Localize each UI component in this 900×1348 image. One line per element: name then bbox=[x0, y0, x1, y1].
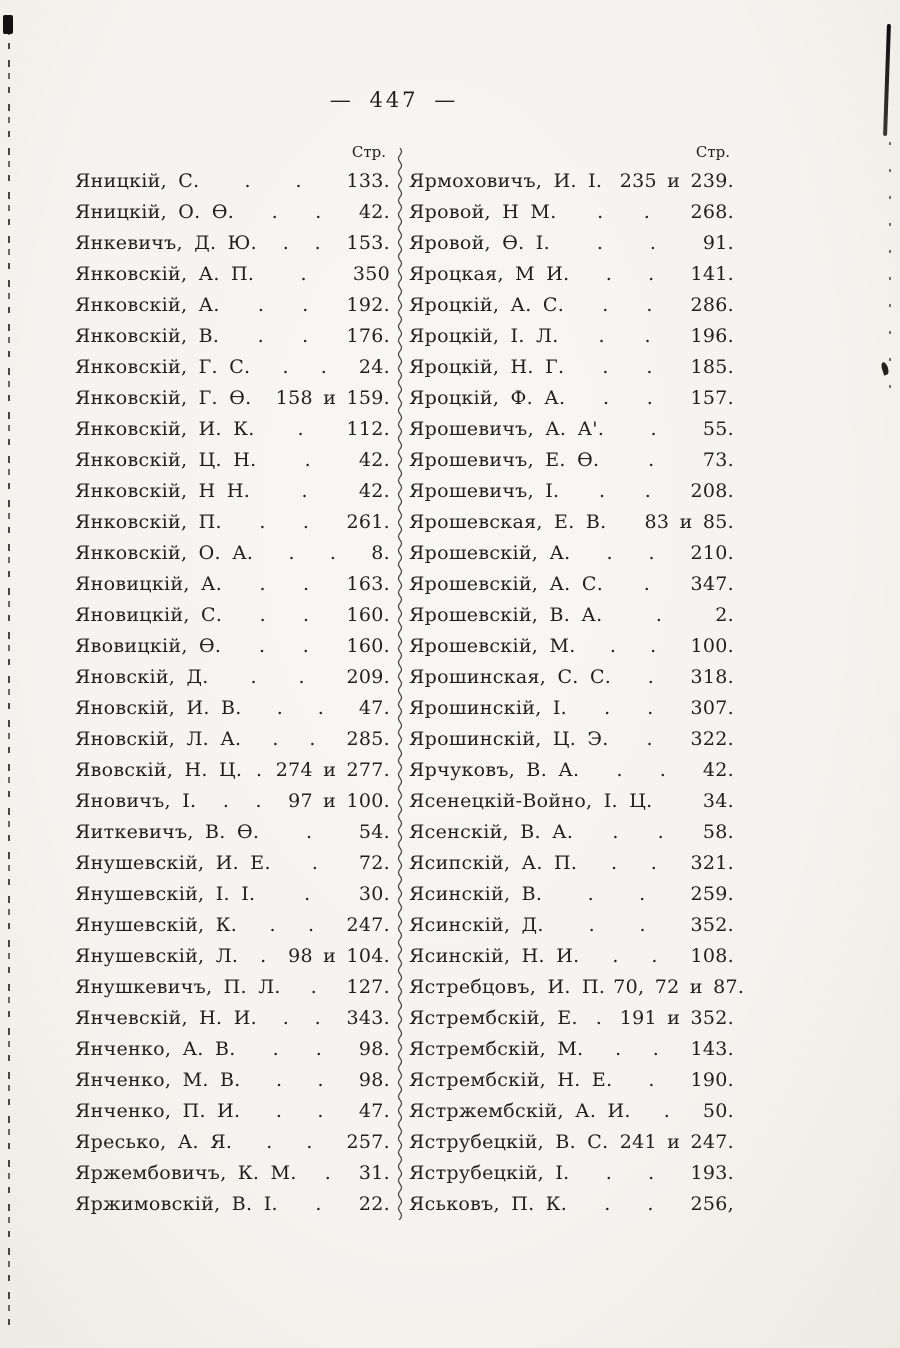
index-entry bbox=[409, 445, 734, 476]
index-entry bbox=[75, 228, 390, 259]
page-number: — 447 — bbox=[329, 88, 459, 112]
entry-name: Ясинскій, Н. И. bbox=[409, 945, 580, 967]
dot-leader: . . bbox=[615, 1038, 659, 1060]
entry-page: 286. bbox=[690, 294, 734, 316]
entry-page: 158 и 159. bbox=[275, 387, 390, 409]
entry-page: 274 и 277. bbox=[275, 759, 390, 781]
entry-page: 185. bbox=[690, 356, 734, 378]
entry-page: 193. bbox=[690, 1162, 734, 1184]
index-entry bbox=[409, 724, 734, 755]
index-entry bbox=[409, 197, 734, 228]
index-entry bbox=[409, 228, 734, 259]
index-entry bbox=[75, 414, 390, 445]
entry-page: 209. bbox=[346, 666, 390, 688]
entry-name: Ярошевичъ, Е. Ѳ. bbox=[409, 449, 600, 471]
dot-leader: . . bbox=[257, 325, 309, 347]
dot-leader: . bbox=[310, 976, 317, 998]
dot-leader: . bbox=[306, 821, 313, 843]
index-entry bbox=[409, 1189, 734, 1220]
entry-page: 196. bbox=[690, 325, 734, 347]
dot-leader: . bbox=[311, 852, 318, 874]
entry-name: Ярошевскій, А. bbox=[409, 542, 571, 564]
entry-name: Янушевскій, И. Е. bbox=[75, 852, 271, 874]
index-entry bbox=[75, 972, 390, 1003]
index-entry bbox=[75, 631, 390, 662]
entry-page: 73. bbox=[702, 449, 734, 471]
entry-name: Яроцкая, М И. bbox=[409, 263, 570, 285]
dot-leader: . . bbox=[282, 232, 321, 254]
entry-page: 30. bbox=[358, 883, 390, 905]
dot-leader: . bbox=[260, 945, 267, 967]
entry-page: 153. bbox=[346, 232, 390, 254]
dot-leader: . . bbox=[599, 480, 651, 502]
scan-artifact-right-streak bbox=[883, 24, 891, 136]
index-entry bbox=[75, 848, 390, 879]
index-entry bbox=[409, 321, 734, 352]
entry-name: Ярошевичъ, А. А'. bbox=[409, 418, 605, 440]
index-entry bbox=[75, 538, 390, 569]
dot-leader: . bbox=[647, 666, 654, 688]
entry-name: Яржембовичъ, К. М. bbox=[75, 1162, 297, 1184]
dot-leader: . bbox=[595, 1007, 602, 1029]
entry-page: 72. bbox=[358, 852, 390, 874]
index-entry bbox=[75, 1127, 390, 1158]
index-entry bbox=[409, 910, 734, 941]
index-entry bbox=[75, 941, 390, 972]
index-entry bbox=[409, 352, 734, 383]
dot-leader: . bbox=[301, 480, 308, 502]
entry-name: Ястрембскій, Е. bbox=[409, 1007, 578, 1029]
entry-page: 97 и 100. bbox=[288, 790, 390, 812]
dot-leader: . . bbox=[610, 852, 657, 874]
index-entry bbox=[75, 321, 390, 352]
index-entry bbox=[75, 1065, 390, 1096]
entry-name: Ясипскій, А. П. bbox=[409, 852, 578, 874]
entry-name: Ясинскій, В. bbox=[409, 883, 543, 905]
entry-page: 261. bbox=[346, 511, 390, 533]
entry-name: Яржимовскій, В. І. bbox=[75, 1193, 278, 1215]
entry-name: Ястржембскій, А. И. bbox=[409, 1100, 631, 1122]
index-entry bbox=[409, 569, 734, 600]
dot-leader: . . bbox=[602, 356, 653, 378]
entry-name: Ярошинскій, Ц. Э. bbox=[409, 728, 609, 750]
entry-page: 257. bbox=[346, 1131, 390, 1153]
index-entry bbox=[75, 600, 390, 631]
entry-page: 160. bbox=[346, 635, 390, 657]
entry-name: Яськовъ, П. К. bbox=[409, 1193, 568, 1215]
index-entry bbox=[409, 879, 734, 910]
entry-page: 247. bbox=[346, 914, 390, 936]
entry-name: Ярошевскій, М. bbox=[409, 635, 576, 657]
index-entry bbox=[409, 817, 734, 848]
entry-page: 8. bbox=[371, 542, 390, 564]
index-entry bbox=[409, 1127, 734, 1158]
dot-leader: . bbox=[655, 604, 662, 626]
dot-leader: . bbox=[648, 1069, 655, 1091]
index-entry bbox=[409, 414, 734, 445]
dot-leader: . . bbox=[258, 635, 309, 657]
index-entry bbox=[409, 600, 734, 631]
index-entry bbox=[75, 693, 390, 724]
entry-name: Ярмоховичъ, И. І. bbox=[409, 170, 603, 192]
dot-leader: . bbox=[646, 728, 653, 750]
dot-leader: . . bbox=[282, 356, 327, 378]
entry-name: Ярошевичъ, І. bbox=[409, 480, 560, 502]
entry-page: 352. bbox=[690, 914, 734, 936]
dot-leader: . . bbox=[604, 1193, 654, 1215]
entry-name: Янковскій, А. bbox=[75, 294, 220, 316]
entry-page: 176. bbox=[346, 325, 390, 347]
dot-leader: . . bbox=[587, 883, 646, 905]
dot-leader: . . bbox=[609, 635, 657, 657]
entry-name: Янушевскій, К. bbox=[75, 914, 238, 936]
index-columns bbox=[75, 140, 745, 1224]
entry-name: Ястрембскій, М. bbox=[409, 1038, 584, 1060]
column-header: Стр. bbox=[351, 143, 386, 161]
index-entry bbox=[409, 972, 745, 1003]
entry-name: Янковскій, Г. Ѳ. bbox=[75, 387, 252, 409]
dot-leader: . . bbox=[605, 263, 655, 285]
dot-leader: . . bbox=[603, 387, 653, 409]
dot-leader: . . bbox=[271, 201, 322, 223]
entry-name: Янченко, М. В. bbox=[75, 1069, 241, 1091]
entry-page: 157. bbox=[690, 387, 734, 409]
dot-leader: . . bbox=[596, 232, 656, 254]
entry-page: 268. bbox=[690, 201, 734, 223]
dot-leader: . . bbox=[288, 542, 336, 564]
dot-leader: . . bbox=[266, 1131, 313, 1153]
entry-name: Янушевскій, І. І. bbox=[75, 883, 256, 905]
entry-name: Яроцкій, А. С. bbox=[409, 294, 565, 316]
entry-page: 55. bbox=[702, 418, 734, 440]
entry-name: Янченко, П. И. bbox=[75, 1100, 241, 1122]
index-entry bbox=[75, 724, 390, 755]
entry-name: Яновскій, И. В. bbox=[75, 697, 242, 719]
entry-name: Ярошинскій, І. bbox=[409, 697, 568, 719]
entry-page: 307. bbox=[690, 697, 734, 719]
entry-page: 318. bbox=[690, 666, 734, 688]
dot-leader: . . bbox=[606, 542, 655, 564]
entry-name: Явовскій, Н. Ц. bbox=[75, 759, 243, 781]
dot-leader: . . bbox=[276, 697, 324, 719]
index-entry bbox=[75, 259, 390, 290]
index-entry bbox=[409, 1034, 734, 1065]
entry-name: Яиткевичъ, В. Ѳ. bbox=[75, 821, 260, 843]
scan-artifact-right-dots bbox=[889, 142, 891, 410]
index-entry bbox=[409, 538, 734, 569]
entry-name: Яровой, Ѳ. І. bbox=[409, 232, 550, 254]
entry-name: Яроцкій, І. Л. bbox=[409, 325, 559, 347]
entry-page: 70, 72 и 87. bbox=[613, 976, 745, 998]
dot-leader: . . bbox=[612, 945, 658, 967]
entry-page: 347. bbox=[690, 573, 734, 595]
dot-leader: . . bbox=[259, 511, 309, 533]
scan-artifact-binding-blob bbox=[3, 15, 13, 34]
entry-page: 42. bbox=[358, 480, 390, 502]
index-entry bbox=[75, 352, 390, 383]
entry-page: 100. bbox=[690, 635, 734, 657]
column-divider bbox=[394, 148, 406, 1224]
entry-list bbox=[75, 166, 390, 1220]
entry-name: Янковскій, И. К. bbox=[75, 418, 255, 440]
index-entry bbox=[409, 941, 734, 972]
entry-list bbox=[409, 166, 745, 1220]
entry-page: 343. bbox=[346, 1007, 390, 1029]
entry-page: 22. bbox=[358, 1193, 390, 1215]
entry-name: Яровой, Н М. bbox=[409, 201, 557, 223]
index-entry bbox=[75, 1158, 390, 1189]
page-content bbox=[75, 86, 745, 1224]
entry-name: Яновскій, Л. А. bbox=[75, 728, 242, 750]
entry-name: Янкевичъ, Д. Ю. bbox=[75, 232, 257, 254]
entry-name: Ярошевская, Е. В. bbox=[409, 511, 607, 533]
index-entry bbox=[409, 631, 734, 662]
entry-name: Ястрембскій, Н. Е. bbox=[409, 1069, 613, 1091]
dot-leader: . . bbox=[616, 759, 666, 781]
entry-name: Янковскій, Н Н. bbox=[75, 480, 251, 502]
entry-name: Янковскій, А. П. bbox=[75, 263, 255, 285]
dot-leader: . . bbox=[282, 1007, 321, 1029]
index-entry bbox=[409, 383, 734, 414]
entry-page: 24. bbox=[358, 356, 390, 378]
entry-name: Ярошевскій, В. А. bbox=[409, 604, 603, 626]
entry-page: 98. bbox=[358, 1069, 390, 1091]
dot-leader: . . bbox=[604, 697, 654, 719]
entry-name: Ярчуковъ, В. А. bbox=[409, 759, 580, 781]
entry-name: Янковскій, Ц. Н. bbox=[75, 449, 257, 471]
index-entry bbox=[75, 507, 390, 538]
entry-page: 112. bbox=[346, 418, 390, 440]
index-entry bbox=[75, 290, 390, 321]
entry-page: 31. bbox=[358, 1162, 390, 1184]
entry-page: 42. bbox=[702, 759, 734, 781]
dot-leader: . . bbox=[259, 604, 310, 626]
index-entry bbox=[409, 848, 734, 879]
dot-leader: . . bbox=[272, 1038, 322, 1060]
entry-page: 98. bbox=[358, 1038, 390, 1060]
index-entry bbox=[75, 569, 390, 600]
entry-page: 50. bbox=[702, 1100, 734, 1122]
entry-page: 190. bbox=[690, 1069, 734, 1091]
index-entry bbox=[75, 910, 390, 941]
entry-name: Янченко, А. В. bbox=[75, 1038, 236, 1060]
dot-leader: . bbox=[304, 883, 311, 905]
index-column-left bbox=[75, 140, 390, 1220]
index-entry bbox=[75, 817, 390, 848]
entry-name: Яструбецкій, В. С. bbox=[409, 1131, 609, 1153]
entry-name: Янковскій, В. bbox=[75, 325, 220, 347]
entry-name: Янковскій, Г. С. bbox=[75, 356, 251, 378]
dot-leader: . bbox=[297, 418, 304, 440]
entry-page: 160. bbox=[346, 604, 390, 626]
dot-leader: . . bbox=[275, 1100, 324, 1122]
dot-leader: . . bbox=[222, 790, 262, 812]
entry-page: 42. bbox=[358, 201, 390, 223]
entry-page: 133. bbox=[346, 170, 390, 192]
entry-page: 163. bbox=[346, 573, 390, 595]
entry-page: 143. bbox=[690, 1038, 734, 1060]
entry-name: Ястребцовъ, И. П. bbox=[409, 976, 606, 998]
dot-leader: . bbox=[643, 573, 650, 595]
dot-leader: . bbox=[300, 263, 307, 285]
dot-leader: . bbox=[650, 418, 657, 440]
index-entry bbox=[75, 879, 390, 910]
index-entry bbox=[409, 1096, 734, 1127]
entry-name: Ярошинская, С. С. bbox=[409, 666, 612, 688]
index-entry bbox=[409, 1003, 734, 1034]
entry-name: Яроцкій, Н. Г. bbox=[409, 356, 565, 378]
entry-page: 256, bbox=[690, 1193, 734, 1215]
entry-name: Янушкевичъ, П. Л. bbox=[75, 976, 281, 998]
dot-leader: . . bbox=[612, 821, 664, 843]
entry-name: Ясенскій, В. А. bbox=[409, 821, 574, 843]
dot-leader: . . bbox=[597, 201, 650, 223]
entry-page: 47. bbox=[358, 1100, 390, 1122]
entry-name: Яроцкій, Ф. А. bbox=[409, 387, 566, 409]
dot-leader: . . bbox=[257, 294, 309, 316]
entry-name: Яновскій, Д. bbox=[75, 666, 209, 688]
scan-artifact-binding-line bbox=[8, 16, 10, 1332]
index-entry bbox=[75, 383, 390, 414]
entry-page: 191 и 352. bbox=[619, 1007, 734, 1029]
entry-name: Яновицкій, С. bbox=[75, 604, 223, 626]
index-entry bbox=[75, 662, 390, 693]
index-entry bbox=[409, 662, 734, 693]
entry-name: Яновицкій, А. bbox=[75, 573, 223, 595]
entry-page: 2. bbox=[715, 604, 734, 626]
column-header: Стр. bbox=[695, 143, 730, 161]
dot-leader: . bbox=[648, 449, 655, 471]
index-entry bbox=[409, 476, 734, 507]
entry-page: 47. bbox=[358, 697, 390, 719]
entry-page: 210. bbox=[690, 542, 734, 564]
dot-leader: . . bbox=[598, 325, 651, 347]
index-entry bbox=[75, 445, 390, 476]
entry-name: Янковскій, П. bbox=[75, 511, 222, 533]
entry-page: 108. bbox=[690, 945, 734, 967]
dot-leader: . bbox=[315, 1193, 322, 1215]
index-entry bbox=[75, 166, 390, 197]
entry-page: 350 bbox=[352, 263, 390, 285]
dot-leader: . bbox=[304, 449, 311, 471]
index-entry bbox=[75, 755, 390, 786]
index-entry bbox=[409, 786, 734, 817]
index-entry bbox=[409, 290, 734, 321]
entry-page: 208. bbox=[690, 480, 734, 502]
entry-page: 322. bbox=[690, 728, 734, 750]
dot-leader: . . bbox=[605, 1162, 655, 1184]
dot-leader: . bbox=[324, 1162, 331, 1184]
entry-page: 241 и 247. bbox=[619, 1131, 734, 1153]
entry-page: 127. bbox=[346, 976, 390, 998]
entry-name: Янчевскій, Н. И. bbox=[75, 1007, 257, 1029]
entry-name: Яницкій, С. bbox=[75, 170, 200, 192]
index-entry bbox=[409, 1065, 734, 1096]
entry-page: 91. bbox=[702, 232, 734, 254]
dot-leader: . . bbox=[259, 573, 310, 595]
dot-leader: . bbox=[255, 759, 262, 781]
dot-leader: . . bbox=[588, 914, 646, 936]
entry-page: 34. bbox=[702, 790, 734, 812]
dot-leader: . . bbox=[276, 1069, 324, 1091]
entry-name: Янушевскій, Л. bbox=[75, 945, 239, 967]
dot-leader: . . bbox=[272, 728, 316, 750]
entry-page: 141. bbox=[690, 263, 734, 285]
index-entry bbox=[75, 1034, 390, 1065]
index-entry bbox=[75, 1003, 390, 1034]
entry-page: 235 и 239. bbox=[619, 170, 734, 192]
dot-leader: . bbox=[663, 1100, 670, 1122]
entry-name: Ясенецкій-Войно, І. Ц. bbox=[409, 790, 653, 812]
dot-leader: . . bbox=[602, 294, 653, 316]
entry-name: Янковскій, О. А. bbox=[75, 542, 254, 564]
entry-page: 259. bbox=[690, 883, 734, 905]
entry-name: Яновичъ, І. bbox=[75, 790, 197, 812]
entry-page: 83 и 85. bbox=[644, 511, 734, 533]
index-entry bbox=[75, 197, 390, 228]
entry-page: 42. bbox=[358, 449, 390, 471]
index-entry bbox=[409, 693, 734, 724]
index-entry bbox=[75, 1189, 390, 1220]
entry-page: 192. bbox=[346, 294, 390, 316]
dot-leader: . . bbox=[269, 914, 315, 936]
entry-name: Яресько, А. Я. bbox=[75, 1131, 233, 1153]
entry-name: Ясинскій, Д. bbox=[409, 914, 544, 936]
index-entry bbox=[409, 1158, 734, 1189]
entry-page: 98 и 104. bbox=[288, 945, 390, 967]
entry-page: 54. bbox=[358, 821, 390, 843]
entry-name: Яструбецкій, І. bbox=[409, 1162, 570, 1184]
index-entry bbox=[409, 166, 734, 197]
index-entry bbox=[75, 476, 390, 507]
index-entry bbox=[409, 507, 734, 538]
index-entry bbox=[409, 755, 734, 786]
entry-name: Ярошевскій, А. С. bbox=[409, 573, 604, 595]
dot-leader: . . bbox=[250, 666, 305, 688]
index-entry bbox=[75, 786, 390, 817]
index-column-right bbox=[409, 140, 745, 1220]
entry-name: Яницкій, О. Ѳ. bbox=[75, 201, 235, 223]
entry-page: 285. bbox=[346, 728, 390, 750]
index-entry bbox=[409, 259, 734, 290]
entry-page: 58. bbox=[702, 821, 734, 843]
index-entry bbox=[75, 1096, 390, 1127]
entry-name: Явовицкій, Ѳ. bbox=[75, 635, 222, 657]
dot-leader: . . bbox=[244, 170, 302, 192]
entry-page: 321. bbox=[690, 852, 734, 874]
